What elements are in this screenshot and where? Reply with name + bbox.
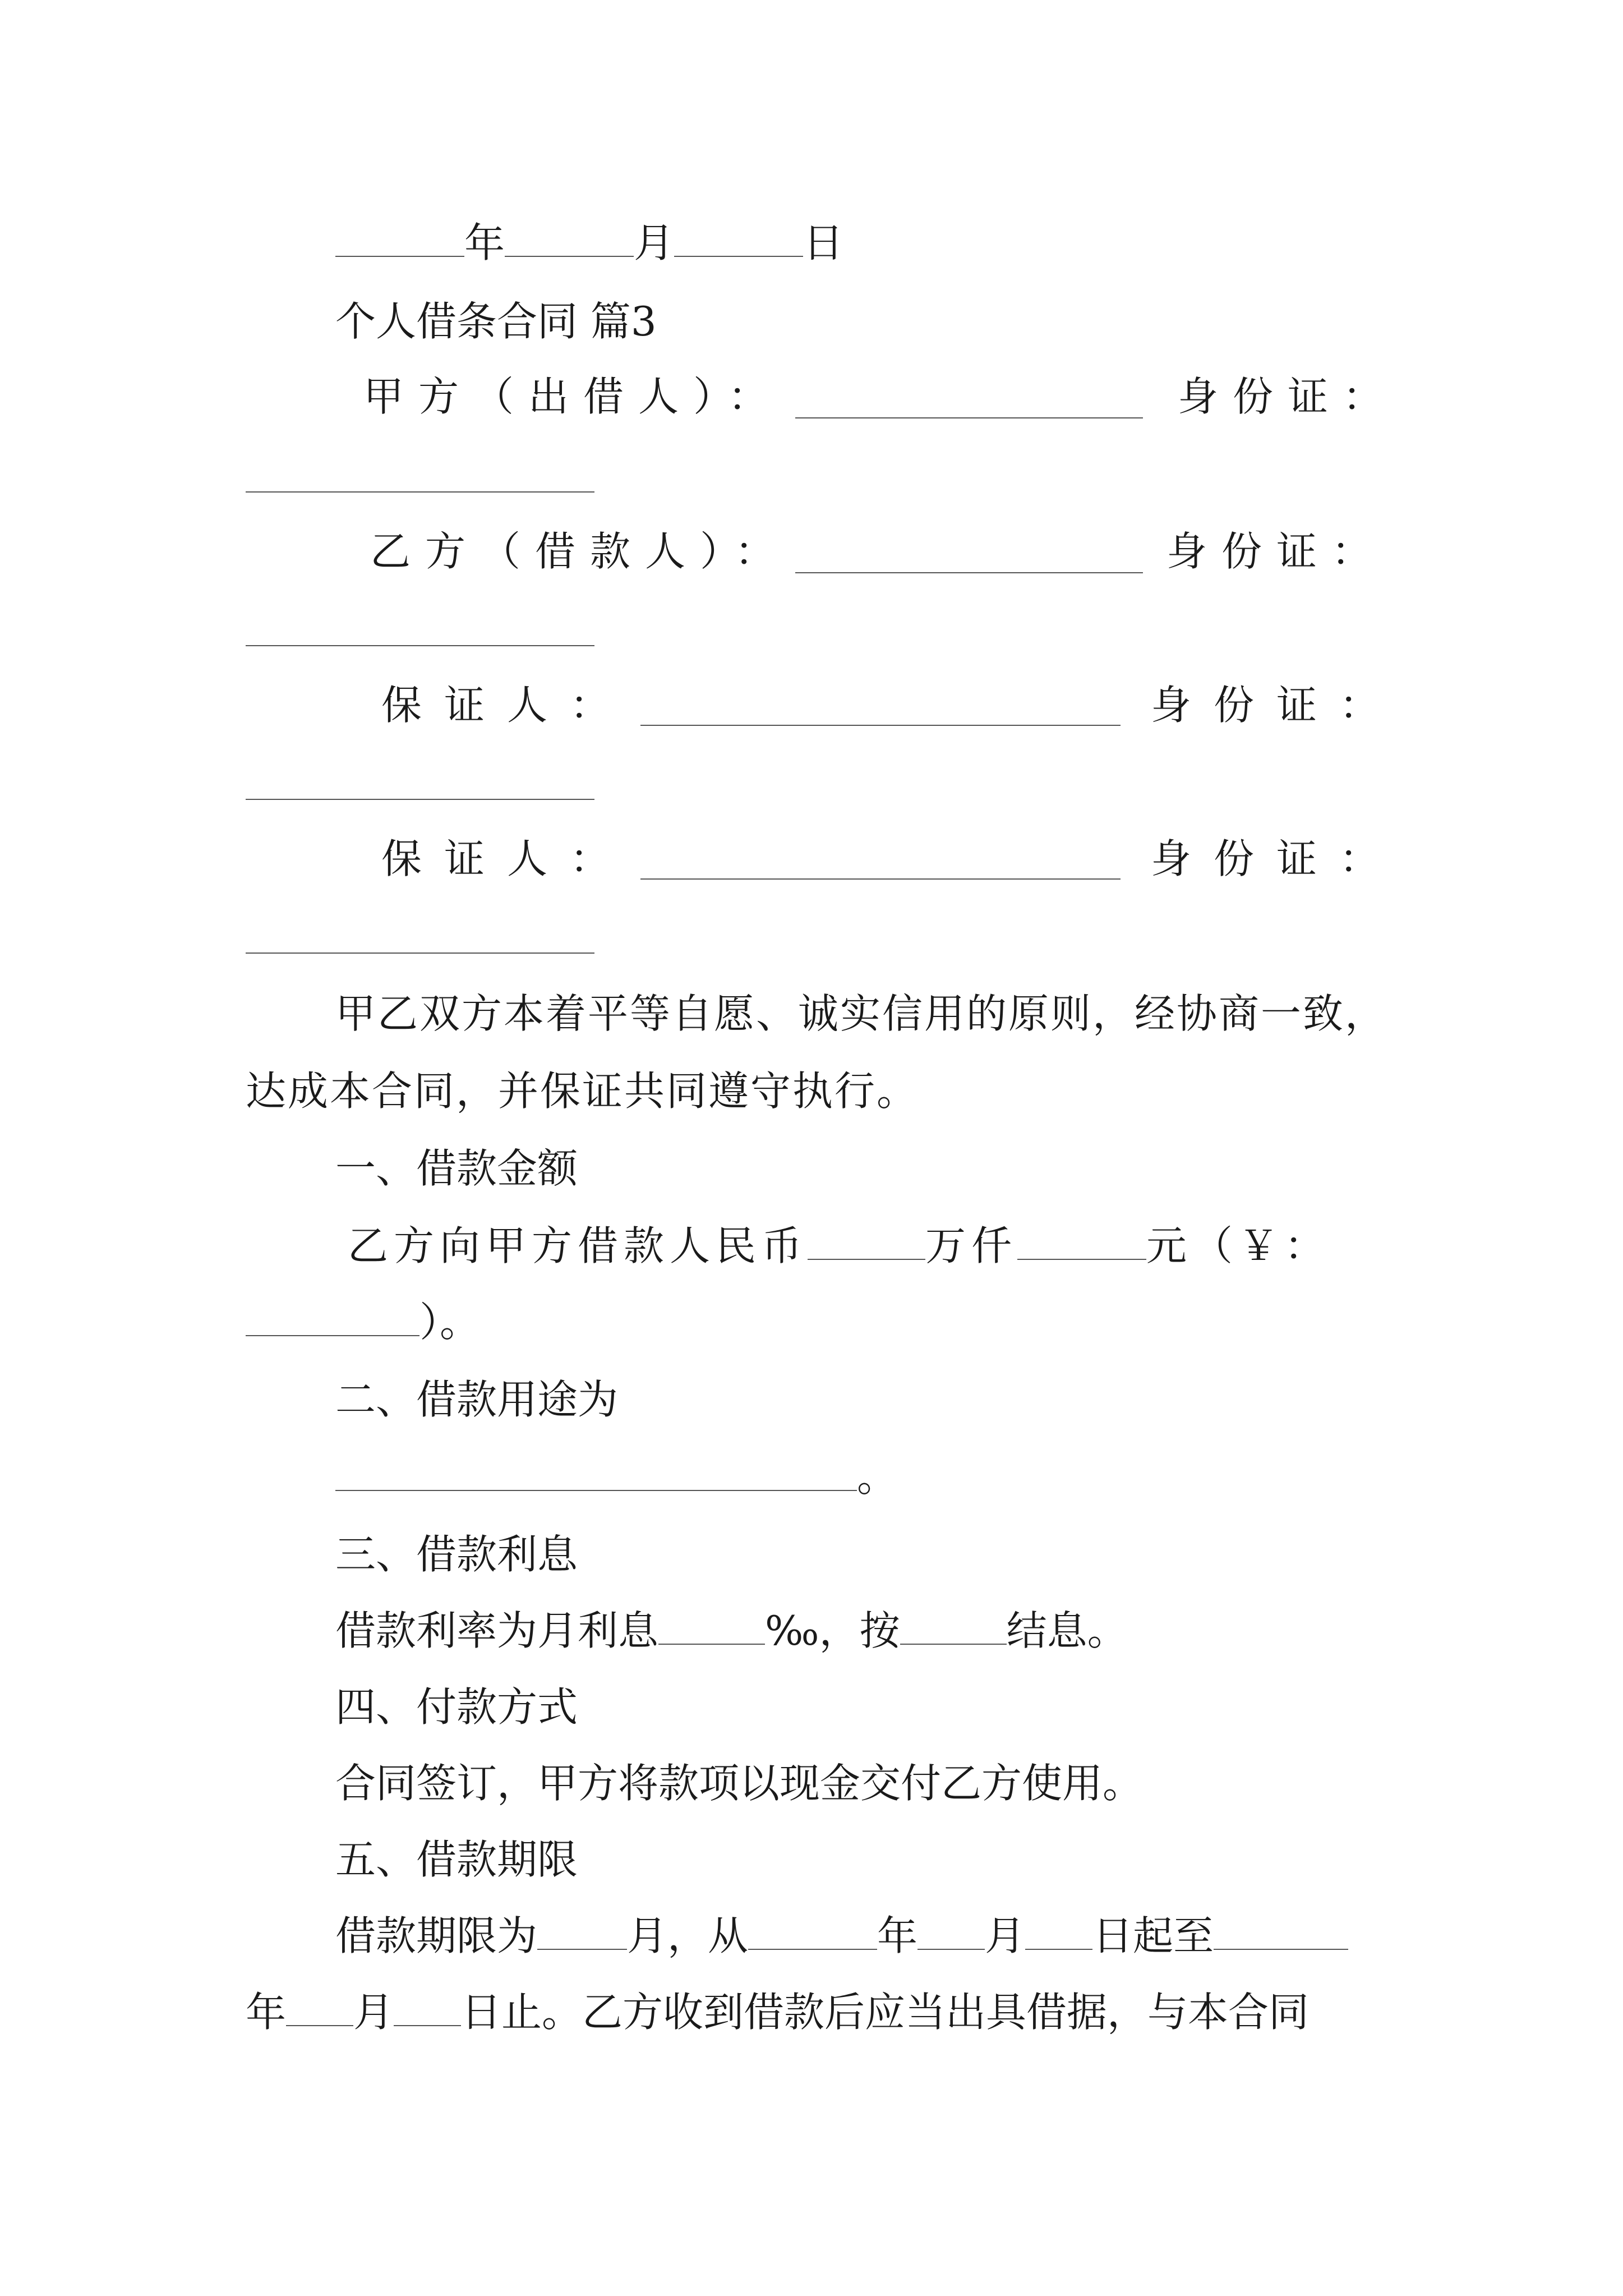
guarantor-2-id-blank	[246, 953, 594, 954]
clause-5-heading: 五、借款期限	[335, 1836, 578, 1883]
clause-5-text-g: 月	[353, 1989, 394, 2036]
year-blank	[335, 221, 464, 257]
clause-1-text-a: 乙方向甲方借款人民币	[348, 1222, 808, 1269]
end-year-blank	[1214, 1914, 1348, 1950]
clause-4-text: 合同签订，甲方将款项以现金交付乙方使用。	[335, 1760, 1144, 1807]
clause-5-text-h: 日止。乙方收到借款后应当出具借据，与本合同	[461, 1989, 1310, 2036]
purpose-blank	[335, 1455, 857, 1491]
party-b-label: 乙方（借款人）：	[370, 528, 790, 575]
interest-rate-blank	[658, 1609, 765, 1645]
preamble-line-1: 甲乙双方本着平等自愿、诚实信用的原则，经协商一致，	[335, 990, 1387, 1037]
amount-wan-blank	[808, 1224, 925, 1260]
clause-1-text-b: 万仟	[925, 1222, 1018, 1269]
clause-5-text-f: 年	[246, 1989, 287, 2036]
guarantor-1-id-label: 身份证：	[1151, 682, 1403, 729]
clause-1-line-2	[246, 1297, 480, 1347]
guarantor-2-label: 保证人：	[381, 835, 633, 882]
interest-period-blank	[900, 1609, 1007, 1645]
clause-5-line-2	[246, 1987, 1309, 2037]
clause-5-text-b: 月，从	[627, 1912, 749, 1959]
party-b-id-label: 身份证：	[1166, 528, 1387, 575]
end-day-blank	[394, 1990, 461, 2026]
preamble-line-2: 达成本合同，并保证共同遵守执行。	[246, 1068, 919, 1115]
clause-3-text-b: ‰，按	[765, 1607, 900, 1654]
month-label: 月	[634, 219, 675, 266]
clause-3-heading: 三、借款利息	[335, 1531, 578, 1578]
section-title: 个人借条合同 篇3	[335, 298, 657, 345]
date-line	[335, 218, 843, 268]
guarantor-1-label: 保证人：	[381, 682, 633, 729]
guarantor-2-id-label: 身份证：	[1151, 835, 1403, 882]
start-day-blank	[1025, 1914, 1092, 1950]
party-a-label: 甲方（出借人）：	[363, 373, 783, 420]
clause-2-end: 。	[857, 1453, 898, 1501]
party-a-name-blank	[795, 417, 1143, 418]
party-b-id-blank	[246, 645, 594, 646]
clause-4-heading: 四、付款方式	[335, 1683, 578, 1731]
amount-number-blank	[246, 1300, 419, 1336]
clause-1-text	[348, 1221, 1330, 1271]
guarantor-2-name-blank	[640, 878, 1121, 880]
end-month-blank	[286, 1990, 353, 2026]
clause-2-heading: 二、借款用途为	[335, 1376, 619, 1423]
clause-1-text-c: 元（￥：	[1146, 1222, 1331, 1269]
clause-3-text-c: 结息。	[1006, 1607, 1128, 1654]
clause-5-text-c: 年	[877, 1912, 918, 1959]
clause-5-text-a: 借款期限为	[335, 1912, 538, 1959]
month-blank	[505, 221, 634, 257]
party-a-id-blank	[246, 491, 594, 493]
clause-1-heading: 一、借款金额	[335, 1145, 578, 1192]
amount-yuan-blank	[1017, 1224, 1146, 1260]
clause-3-text-a: 借款利率为月利息	[335, 1607, 659, 1654]
guarantor-1-name-blank	[640, 725, 1121, 726]
clause-1-text-d: ）。	[419, 1299, 481, 1346]
party-a-id-label: 身份证：	[1178, 373, 1398, 420]
clause-3-text	[335, 1605, 1128, 1656]
clause-5-text-d: 月	[985, 1912, 1026, 1959]
clause-5-line-1	[335, 1911, 1348, 1961]
party-b-name-blank	[795, 572, 1143, 573]
term-months-blank	[537, 1914, 627, 1950]
start-year-blank	[748, 1914, 877, 1950]
start-month-blank	[917, 1914, 985, 1950]
day-label: 日	[803, 219, 844, 266]
guarantor-1-id-blank	[246, 799, 594, 800]
year-label: 年	[464, 219, 505, 266]
clause-5-text-e: 日起至	[1092, 1912, 1214, 1959]
clause-2-line	[335, 1452, 897, 1502]
day-blank	[674, 221, 803, 257]
